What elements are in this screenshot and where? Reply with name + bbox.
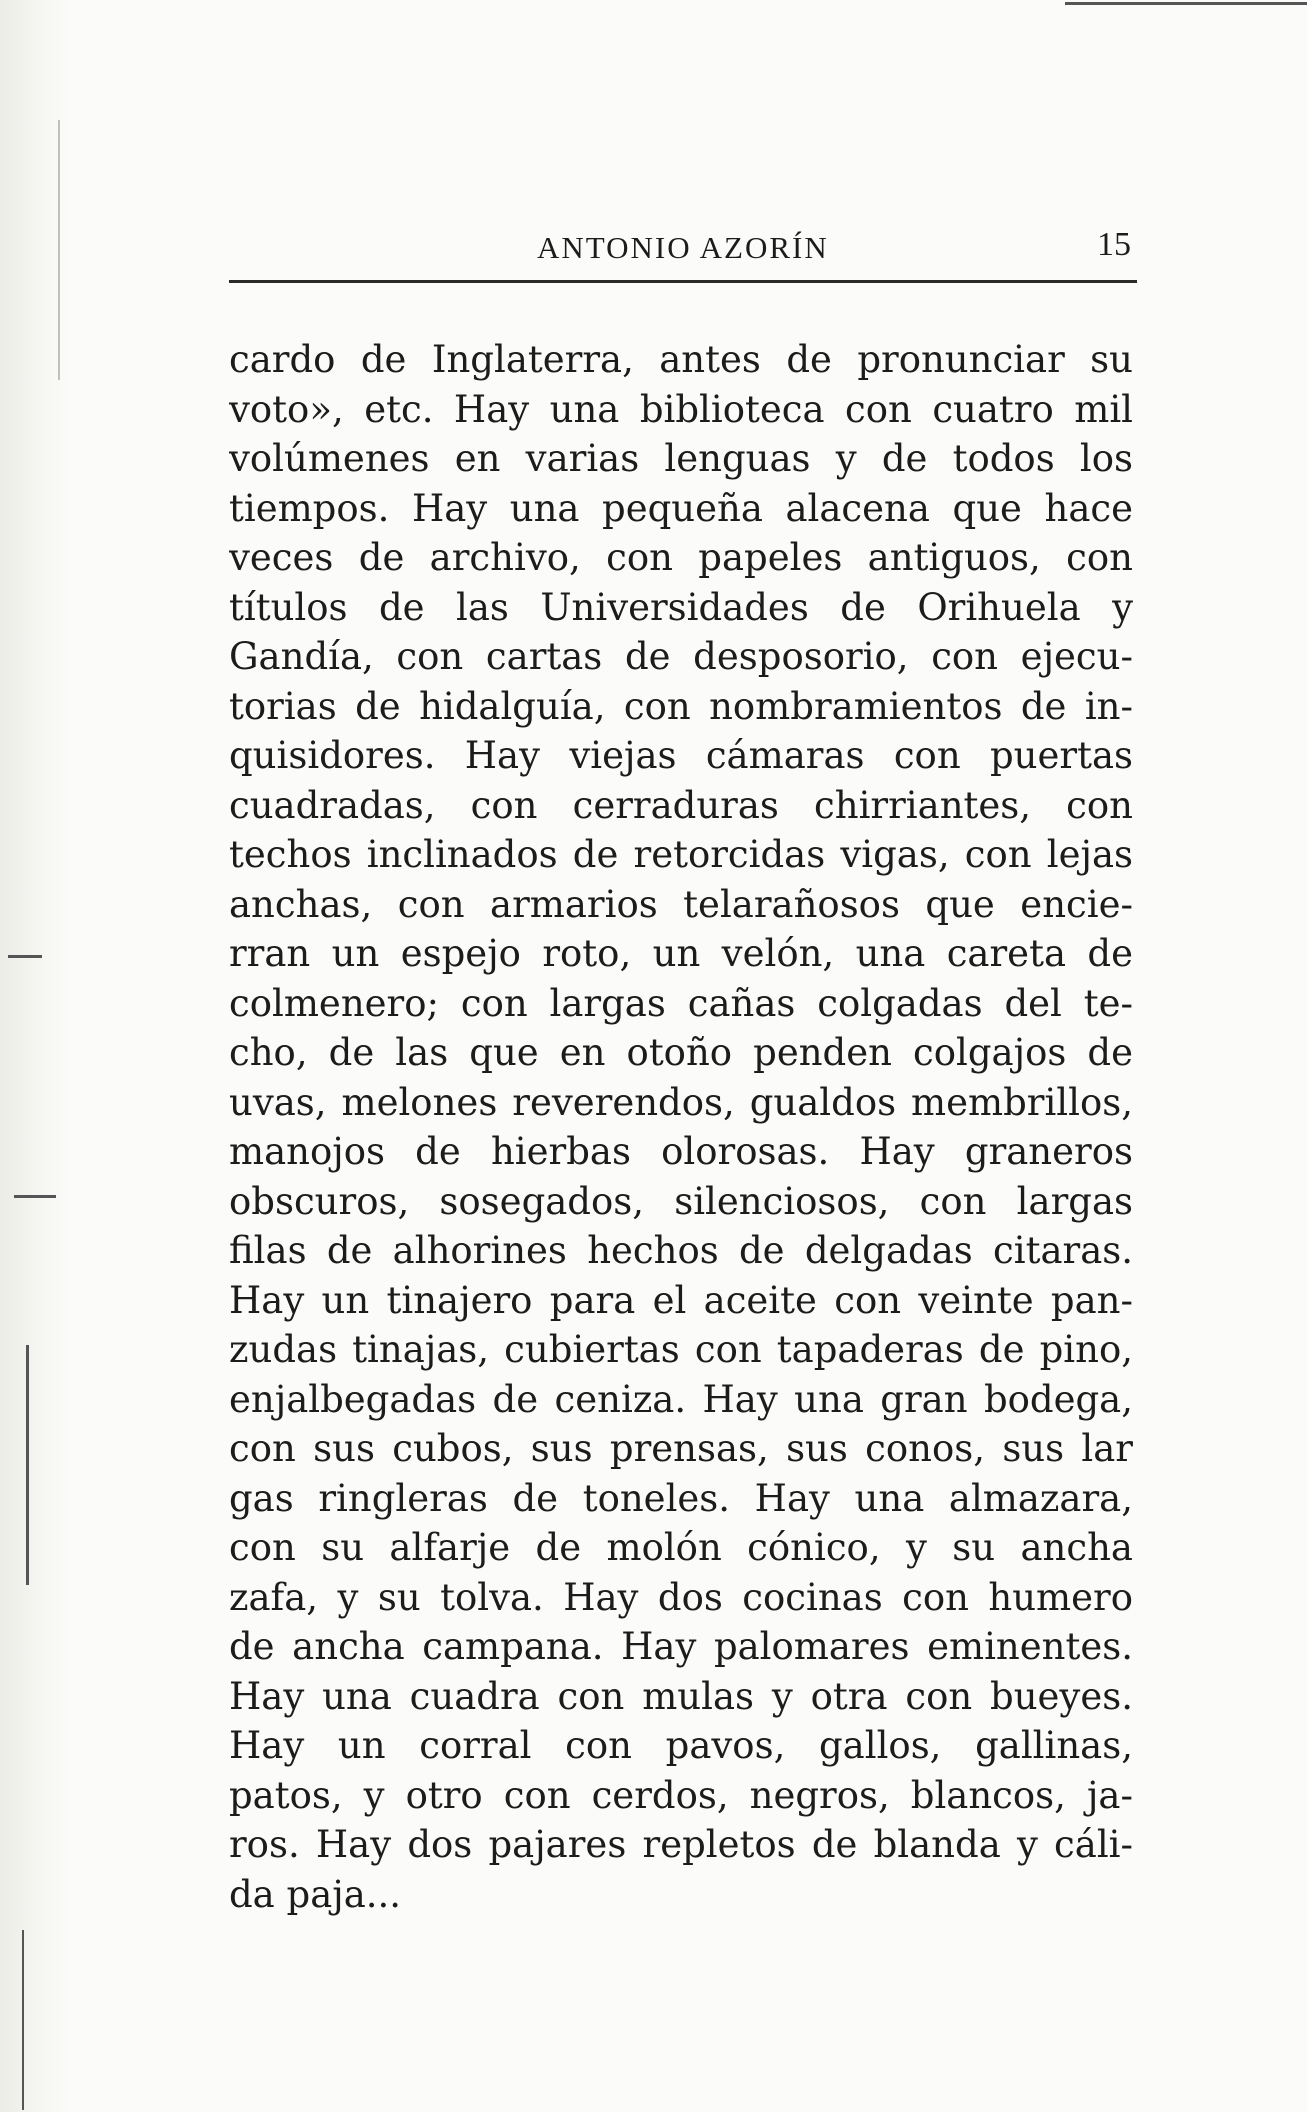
text-line: con su alfarje de molón cónico, y su ancha: [229, 1526, 1133, 1569]
page-number: 15: [1097, 226, 1131, 263]
binding-edge: [0, 0, 70, 2112]
edge-mark: [26, 1345, 29, 1585]
text-line: torias de hidalguía, con nombramientos de in-: [229, 684, 1133, 728]
text-line: filas de alhorines hechos de delgadas citaras.: [229, 1229, 1133, 1272]
body-text: [229, 335, 1133, 1919]
text-line: voto», etc. Hay una biblioteca con cuatro mil: [229, 387, 1133, 431]
text-line: de ancha campana. Hay palomares eminentes.: [229, 1625, 1133, 1668]
text-line: colmenero; con largas cañas colgadas del te-: [229, 981, 1133, 1025]
text-line: Gandía, con cartas de desposorio, con ejecu-: [229, 635, 1133, 678]
text-line: cardo de Inglaterra, antes de pronunciar su: [229, 338, 1133, 381]
text-line: Hay un tinajero para el aceite con veinte pan-: [229, 1278, 1133, 1322]
text-line: anchas, con armarios telarañosos que encie-: [229, 882, 1133, 926]
text-line: da paja...: [229, 1872, 402, 1916]
header-rule: [229, 280, 1137, 283]
text-line: zafa, y su tolva. Hay dos cocinas con humero: [229, 1575, 1133, 1619]
text-line: rran un espejo roto, un velón, una careta de: [229, 932, 1133, 975]
running-head: ANTONIO AZORÍN: [537, 230, 829, 265]
text-line: manojos de hierbas olorosas. Hay graneros: [229, 1130, 1133, 1173]
text-line: con sus cubos, sus prensas, sus conos, sus lar: [229, 1427, 1133, 1470]
text-line: Hay una cuadra con mulas y otra con bueyes.: [229, 1674, 1133, 1718]
text-line: volúmenes en varias lenguas y de todos los: [229, 437, 1133, 480]
page-header: [229, 218, 1137, 278]
edge-mark: [22, 1930, 24, 2110]
edge-mark: [14, 1195, 56, 1198]
text-line: obscuros, sosegados, silenciosos, con largas: [229, 1179, 1133, 1223]
text-line: uvas, melones reverendos, gualdos membrillos,: [229, 1080, 1133, 1124]
text-line: cuadradas, con cerraduras chirriantes, con: [229, 783, 1133, 827]
edge-mark: [58, 120, 60, 380]
text-line: patos, y otro con cerdos, negros, blancos, ja-: [229, 1773, 1133, 1817]
text-line: techos inclinados de retorcidas vigas, con lejas: [229, 833, 1133, 876]
text-line: gas ringleras de toneles. Hay una almazara,: [229, 1476, 1133, 1520]
text-line: títulos de las Universidades de Orihuela y: [229, 585, 1133, 629]
text-line: tiempos. Hay una pequeña alacena que hace: [229, 486, 1133, 530]
text-line: cho, de las que en otoño penden colgajos de: [229, 1031, 1133, 1074]
text-line: ros. Hay dos pajares repletos de blanda y cáli-: [229, 1823, 1133, 1866]
text-line: quisidores. Hay viejas cámaras con puertas: [229, 734, 1133, 777]
edge-mark: [8, 955, 42, 958]
text-line: Hay un corral con pavos, gallos, gallinas,: [229, 1724, 1133, 1767]
top-edge-rule: [1065, 2, 1307, 5]
text-line: veces de archivo, con papeles antiguos, con: [229, 536, 1133, 579]
text-line: enjalbegadas de ceniza. Hay una gran bodega,: [229, 1377, 1133, 1421]
text-line: zudas tinajas, cubiertas con tapaderas de pino,: [229, 1328, 1133, 1371]
